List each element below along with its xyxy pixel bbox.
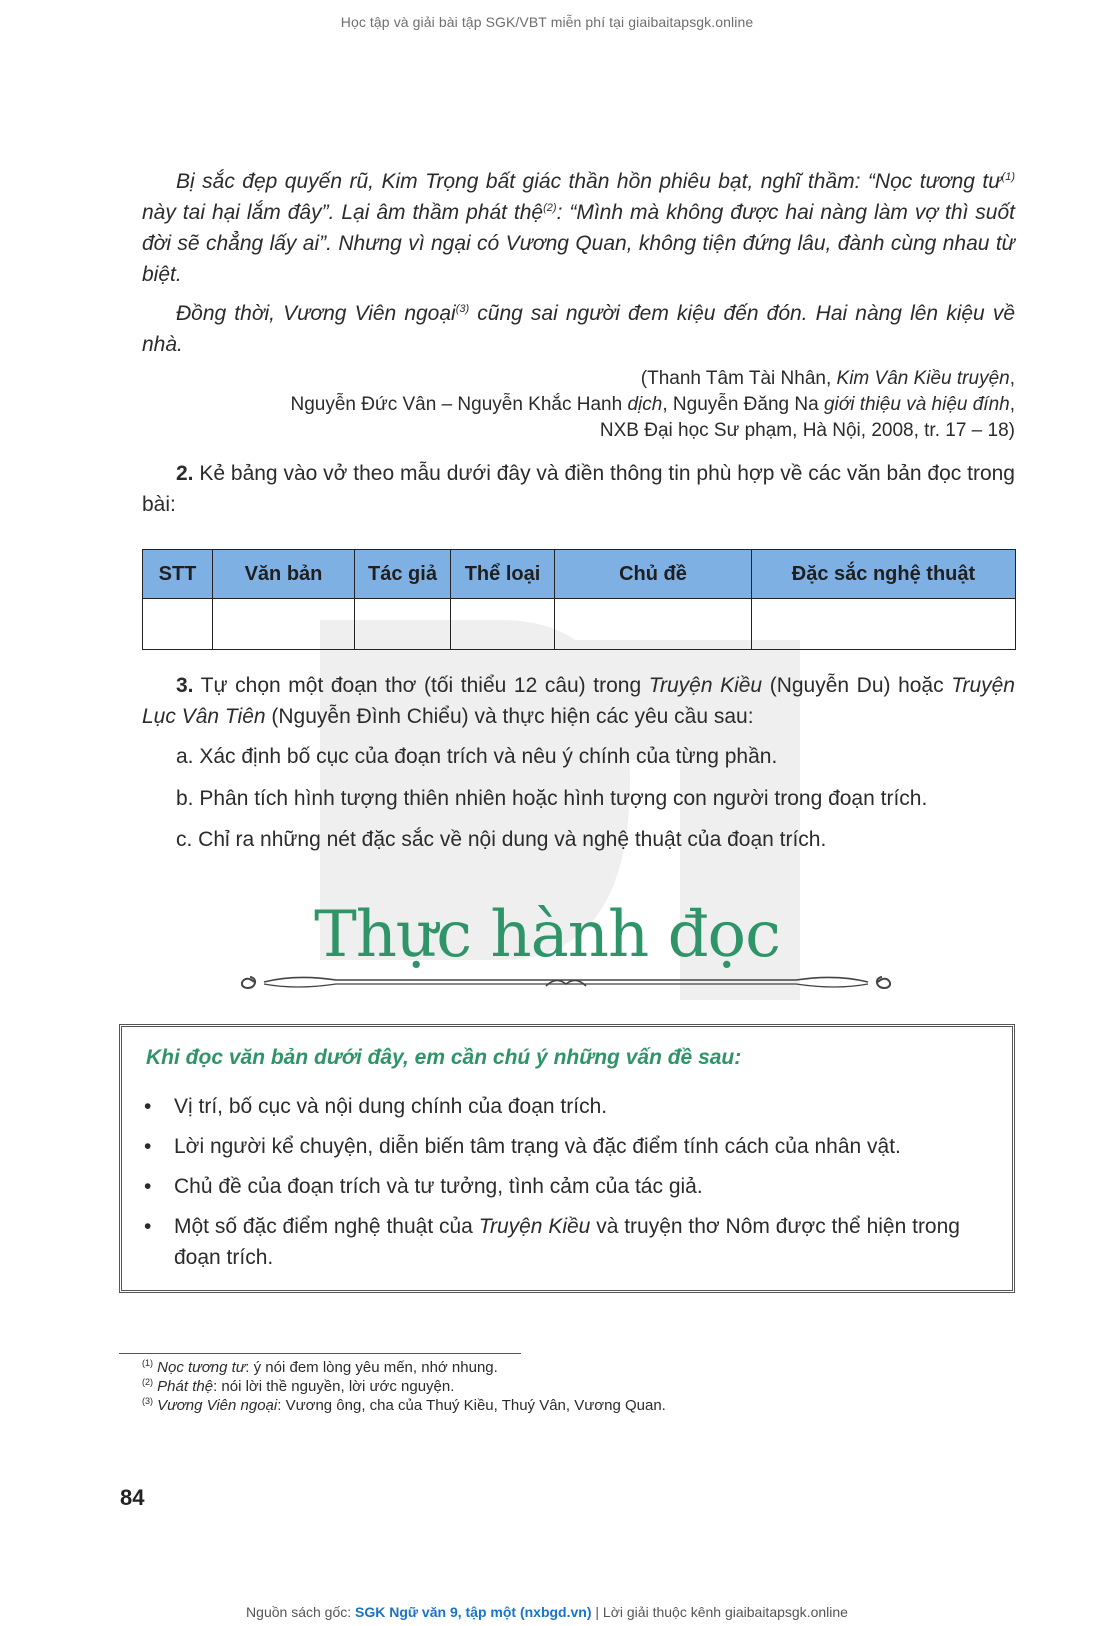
source-book-link[interactable]: SGK Ngữ văn 9, tập một (nxbgd.vn) bbox=[355, 1604, 592, 1620]
table-row bbox=[143, 599, 1016, 650]
footnote-3: $^{(3)}$ Vương Viên ngoại: Vương ông, cha của Thuý Kiều, Thuý Vân, Vương Quan. bbox=[142, 1396, 666, 1414]
flourish-divider-icon bbox=[236, 968, 896, 996]
table-cell bbox=[451, 599, 555, 650]
page-footer: Nguồn sách gốc: SGK Ngữ văn 9, tập một (nxbgd.vn) | Lời giải thuộc kênh giaibaitapsgk.online bbox=[246, 1604, 848, 1620]
column-header: Thể loại bbox=[451, 550, 555, 599]
table-cell bbox=[213, 599, 355, 650]
question-3-item-b: b. Phân tích hình tượng thiên nhiên hoặc hình tượng con người trong đoạn trích. bbox=[176, 787, 928, 810]
question-3-item-a: a. Xác định bố cục của đoạn trích và nêu ý chính của từng phần. bbox=[176, 745, 778, 768]
footnote-ref-2[interactable]: (2) bbox=[543, 202, 557, 214]
column-header: Đặc sắc nghệ thuật bbox=[752, 550, 1016, 599]
answer-template-table bbox=[142, 549, 1016, 650]
column-header: Tác giả bbox=[355, 550, 451, 599]
page-header: Học tập và giải bài tập SGK/VBT miễn phí tại giaibaitapsgk.online bbox=[340, 14, 754, 30]
bullet-icon: • bbox=[144, 1215, 152, 1238]
section-title: Thực hành đọc bbox=[314, 898, 780, 972]
bullet-icon: • bbox=[144, 1135, 152, 1158]
table-cell bbox=[555, 599, 752, 650]
footnote-divider bbox=[119, 1353, 521, 1354]
column-header: Văn bản bbox=[213, 550, 355, 599]
bullet-icon: • bbox=[144, 1095, 152, 1118]
reading-guide-title: Khi đọc văn bản dưới đây, em cần chú ý những vấn đề sau: bbox=[146, 1046, 742, 1069]
question-2: 2. Kẻ bảng vào vở theo mẫu dưới đây và điền thông tin phù hợp về các văn bản đọc trong bài: bbox=[142, 462, 1015, 516]
bullet-icon: • bbox=[144, 1175, 152, 1198]
footnote-1: $^{(1)}$ Nọc tương tư: ý nói đem lòng yêu mến, nhớ nhung. bbox=[142, 1358, 498, 1376]
source-citation: (Thanh Tâm Tài Nhân, Kim Vân Kiều truyện, Nguyễn Đức Vân – Nguyễn Khắc Hanh dịch, Nguyễn Đăng Na giới thiệu và hiệu đính, NXB Đại học Sư phạm, Hà Nội, 2008, tr. 17 – 18) bbox=[290, 368, 1015, 441]
table-cell bbox=[355, 599, 451, 650]
question-3: 3. Tự chọn một đoạn thơ (tối thiểu 12 câu) trong Truyện Kiều (Nguyễn Du) hoặc Truyện Lục Vân Tiên (Nguyễn Đình Chiểu) và thực hiện các yêu cầu sau: bbox=[142, 674, 1015, 728]
excerpt-paragraph-1: Bị sắc đẹp quyến rũ, Kim Trọng bất giác thần hồn phiêu bạt, nghĩ thầm: “Nọc tương $tư^{(1)}$ này tai hại lắm đây”. Lại âm thầm phát thệ$^{(2)}$: “Mình mà không được hai nàng làm vợ thì suốt đời sẽ chẳng lấy ai”. Nhưng vì ngại có Vương Quan, không tiện đứng lâu, đành cùng nhau từ biệt. bbox=[142, 170, 1015, 286]
footnote-ref-3[interactable]: (3) bbox=[455, 303, 470, 315]
footnote-2: $^{(2)}$ Phát thệ: nói lời thề nguyền, lời ước nguyện. bbox=[142, 1377, 455, 1395]
question-3-item-c: c. Chỉ ra những nét đặc sắc về nội dung và nghệ thuật của đoạn trích. bbox=[176, 828, 827, 851]
excerpt-paragraph-2: Đồng thời, Vương Viên ngoại$^{(3)}$ cũng sai người đem kiệu đến đón. Hai nàng lên kiệu về nhà. bbox=[142, 302, 1015, 356]
table-header-row bbox=[143, 550, 1016, 599]
table-cell bbox=[752, 599, 1016, 650]
footnote-ref-1[interactable]: (1) bbox=[1001, 171, 1015, 183]
page-number: 84 bbox=[120, 1485, 145, 1510]
column-header: Chủ đề bbox=[555, 550, 752, 599]
column-header: STT bbox=[143, 550, 213, 599]
table-cell bbox=[143, 599, 213, 650]
